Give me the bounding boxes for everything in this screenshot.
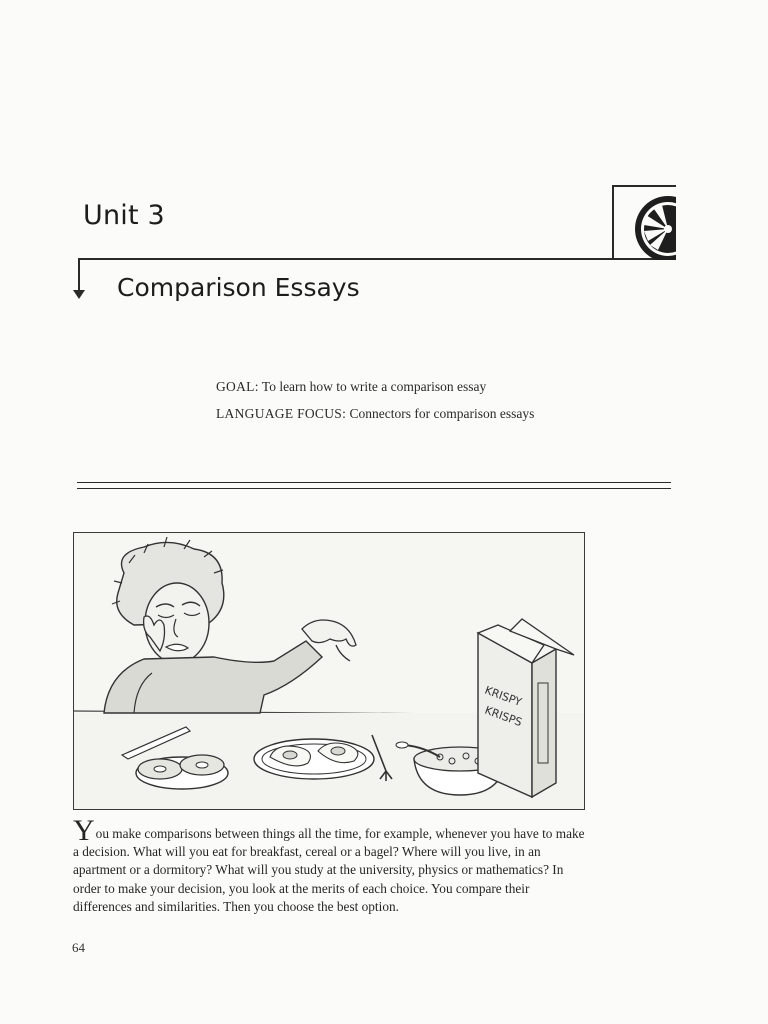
box-brand-line-2: KRISPS [482, 703, 524, 730]
bagel-plate [136, 755, 228, 789]
section-divider-top [77, 482, 671, 483]
page-number: 64 [72, 940, 85, 955]
focus-line [216, 400, 534, 427]
eggs-plate [254, 739, 374, 779]
intro-paragraph [73, 814, 587, 916]
arrow-down-icon [73, 290, 85, 299]
header-rule [78, 258, 674, 260]
paragraph-text: ou make comparisons between things all the time, for example, whenever you have to make a decision. What will you eat for breakfast, cereal or a bagel? Where will you live, in an apartment or a dormitory? What will you study at the university, physics or mathematics? In order to make your decision, you look at the merits of each choice. You compare their differences and similarities. Then you choose the best option. [73, 826, 585, 914]
header-rule-drop [78, 258, 80, 294]
chapter-title: Comparison Essays [117, 273, 360, 302]
goals-block [216, 373, 534, 427]
goal-line [216, 373, 534, 400]
goal-label: GOAL: [216, 379, 259, 394]
goal-text: To learn how to write a comparison essay [261, 379, 487, 394]
box-brand-line-1: KRISPY [482, 683, 524, 709]
orange-slice-icon [614, 187, 676, 260]
breakfast-illustration [73, 532, 585, 810]
drop-cap: Y [73, 814, 95, 847]
focus-label: LANGUAGE FOCUS: [216, 406, 347, 421]
unit-label: Unit 3 [83, 200, 165, 231]
section-divider-bottom [77, 488, 671, 489]
person-figure [104, 537, 356, 713]
unit-emblem [612, 185, 676, 260]
breakfast-drawing [74, 533, 584, 809]
focus-text: Connectors for comparison essays [349, 406, 535, 421]
